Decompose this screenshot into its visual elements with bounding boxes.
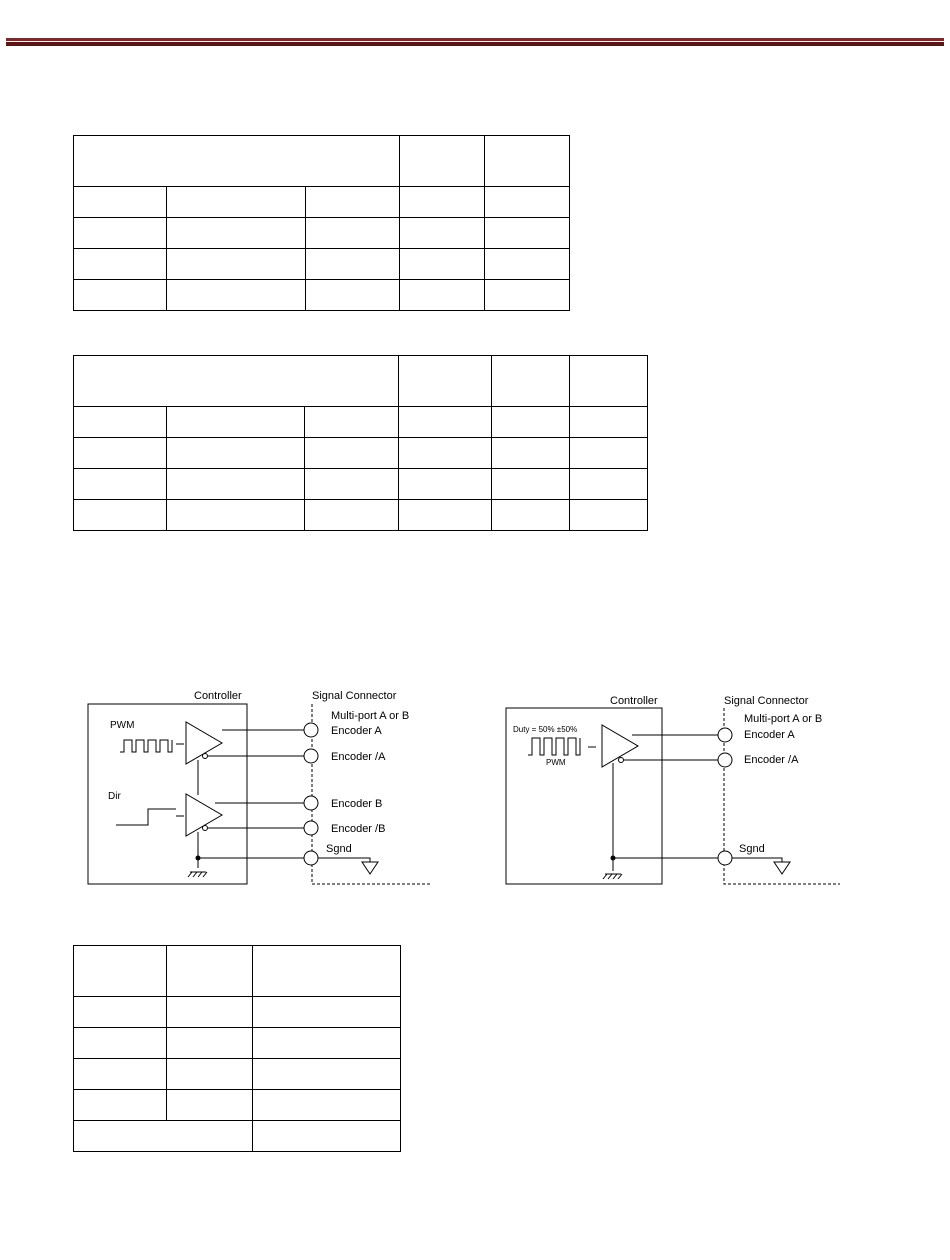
table-row (74, 1059, 401, 1090)
table-cell (74, 218, 167, 249)
wiring-diagram-differential (80, 682, 440, 892)
table-cell (484, 249, 569, 280)
table-cell (305, 280, 399, 311)
table-cell (484, 280, 569, 311)
table-cell (491, 407, 569, 438)
table-cell (252, 1059, 400, 1090)
table-cell (252, 1090, 400, 1121)
table-row (74, 1090, 401, 1121)
pwm-label: PWM (110, 720, 135, 731)
table-row (74, 997, 401, 1028)
table-cell (399, 438, 492, 469)
table-row (74, 249, 570, 280)
table-cell (569, 500, 647, 531)
table-cell (167, 997, 252, 1028)
table-cell (167, 280, 306, 311)
table-row (74, 438, 648, 469)
pin-circle (304, 796, 318, 810)
table-cell (305, 469, 399, 500)
signal-connector-label: Signal Connector (724, 695, 809, 707)
table-row (74, 136, 570, 187)
table-cell (167, 218, 306, 249)
table-cell (166, 469, 304, 500)
signal-ground-icon (732, 858, 790, 874)
table-cell (74, 249, 167, 280)
table-cell (74, 136, 400, 187)
table-row (74, 187, 570, 218)
table-cell (74, 469, 167, 500)
table-cell (491, 356, 569, 407)
pwm-waveform (120, 740, 172, 752)
pin-label: Encoder /B (331, 823, 386, 835)
pin-label: Sgnd (739, 843, 765, 855)
table-cell (167, 1028, 252, 1059)
table-cell (74, 1121, 253, 1152)
pin-circle (718, 851, 732, 865)
pin-label: Encoder /A (744, 754, 799, 766)
pin-circle (304, 851, 318, 865)
table-cell (484, 218, 569, 249)
pwm-waveform (528, 738, 580, 755)
table-cell (399, 136, 484, 187)
table-cell (399, 356, 492, 407)
table-cell (399, 407, 492, 438)
controller-label: Controller (194, 690, 242, 702)
signal-ground-icon (318, 858, 378, 874)
table-cell (252, 997, 400, 1028)
table-cell (166, 500, 304, 531)
table-cell (491, 469, 569, 500)
table-cell (399, 469, 492, 500)
table-cell (167, 187, 306, 218)
table-row (74, 469, 648, 500)
table-1 (73, 135, 570, 311)
table-cell (399, 280, 484, 311)
table-cell (491, 438, 569, 469)
table-row (74, 356, 648, 407)
table-cell (167, 249, 306, 280)
table-2 (73, 355, 648, 531)
pin-label: Encoder /A (331, 751, 386, 763)
table-cell (74, 280, 167, 311)
table-cell (167, 1059, 252, 1090)
table-cell (569, 407, 647, 438)
table-cell (166, 438, 304, 469)
header-rule-bottom (6, 42, 944, 46)
pin-circle (304, 749, 318, 763)
table-cell (167, 1090, 252, 1121)
pin-circle (718, 753, 732, 767)
pin-circle (304, 723, 318, 737)
pin-label: Encoder A (744, 729, 795, 741)
table-cell (399, 218, 484, 249)
pwm-label: PWM (546, 758, 566, 767)
table-cell (166, 407, 304, 438)
table-cell (74, 1028, 167, 1059)
dir-waveform (116, 809, 176, 825)
table-cell (484, 187, 569, 218)
table-cell (167, 946, 252, 997)
table-cell (74, 1059, 167, 1090)
inverting-bubble (203, 826, 208, 831)
table-cell (252, 946, 400, 997)
table-cell (569, 356, 647, 407)
table-cell (74, 1090, 167, 1121)
table-cell (74, 946, 167, 997)
duty-label: Duty = 50% ±50% (513, 725, 578, 734)
table-cell (305, 249, 399, 280)
pin-label: Encoder A (331, 725, 382, 737)
inverting-bubble (203, 754, 208, 759)
table-cell (74, 438, 167, 469)
table-cell (569, 438, 647, 469)
pin-circle (304, 821, 318, 835)
table-cell (74, 356, 399, 407)
table-cell (399, 187, 484, 218)
inverting-bubble (619, 758, 624, 763)
table-cell (491, 500, 569, 531)
table-cell (484, 136, 569, 187)
dir-label: Dir (108, 791, 121, 802)
header-rule-top (6, 38, 944, 41)
table-3 (73, 945, 401, 1152)
pin-label: Encoder B (331, 798, 383, 810)
table-cell (305, 500, 399, 531)
table-row (74, 1028, 401, 1059)
table-row (74, 407, 648, 438)
table-cell (74, 187, 167, 218)
table-cell (399, 500, 492, 531)
wiring-diagram-single-pwm (500, 685, 845, 890)
port-label: Multi-port A or B (331, 710, 410, 722)
table-row (74, 946, 401, 997)
table-cell (252, 1121, 400, 1152)
pin-circle (718, 728, 732, 742)
pin-label: Sgnd (326, 843, 352, 855)
table-row (74, 280, 570, 311)
table-cell (74, 407, 167, 438)
chassis-ground-icon (188, 872, 207, 877)
signal-connector-label: Signal Connector (312, 690, 397, 702)
table-cell (569, 469, 647, 500)
table-cell (74, 997, 167, 1028)
controller-label: Controller (610, 695, 658, 707)
port-label: Multi-port A or B (744, 713, 823, 725)
table-cell (252, 1028, 400, 1059)
table-cell (399, 249, 484, 280)
table-row (74, 500, 648, 531)
table-cell (305, 218, 399, 249)
table-cell (305, 438, 399, 469)
table-cell (305, 407, 399, 438)
table-row (74, 218, 570, 249)
chassis-ground-icon (603, 874, 622, 879)
table-row (74, 1121, 401, 1152)
table-cell (305, 187, 399, 218)
table-cell (74, 500, 167, 531)
